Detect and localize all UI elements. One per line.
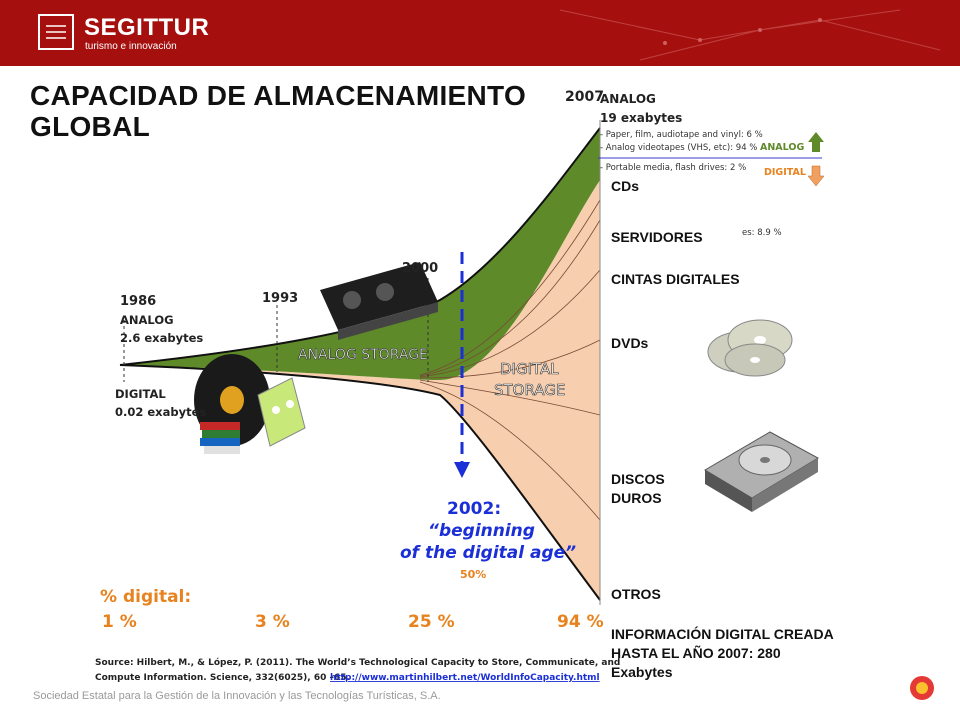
milestone-year: 2002:: [447, 499, 502, 519]
label-otros: OTROS: [611, 586, 661, 602]
analog-tag: ANALOG: [760, 142, 805, 153]
source-line-1: Source: Hilbert, M., & López, P. (2011). The World’s Technological Capacity to Store, Communicate, and: [95, 658, 621, 668]
pct-1986: 1 %: [102, 612, 137, 632]
digital-storage-label-2: STORAGE: [494, 381, 566, 399]
pct-1993: 3 %: [255, 612, 290, 632]
info-total: INFORMACIÓN DIGITAL CREADA HASTA EL AÑO 2007: 280 Exabytes: [611, 626, 834, 680]
analog-1986-value: 2.6 exabytes: [120, 331, 204, 345]
pct-2007: 94 %: [557, 612, 604, 632]
analog-2007-label: ANALOG: [600, 92, 656, 106]
digital-tag: DIGITAL: [764, 167, 806, 178]
analog-bullet-2: - Analog videotapes (VHS, etc): 94 %: [600, 143, 758, 153]
source-link[interactable]: http://www.martinhilbert.net/WorldInfoCapacity.html: [330, 673, 600, 683]
year-2007-label: 2007: [565, 89, 604, 105]
analog-bullet-3: - Portable media, flash drives: 2 %: [600, 163, 747, 173]
digital-age-arrowhead: [454, 462, 470, 478]
source-line-2: Compute Information. Science, 332(6025), 60 –65.: [95, 673, 350, 683]
analog-1986-label: ANALOG: [120, 313, 174, 327]
page-title: CAPACIDAD DE ALMACENAMIENTO GLOBAL: [30, 80, 527, 142]
analog-up-arrow-icon: [808, 132, 824, 152]
hard-disk-image: [705, 432, 818, 512]
digital-1986-value: 0.02 exabytes: [115, 405, 207, 419]
digital-1986-label: DIGITAL: [115, 387, 166, 401]
label-cintas-digitales: CINTAS DIGITALES: [611, 271, 740, 287]
brand-tagline: turismo e innovación: [85, 41, 177, 52]
footer-company: Sociedad Estatal para la Gestión de la Innovación y las Tecnologías Turísticas, S.A.: [33, 690, 441, 702]
corner-emblem-icon: [910, 676, 934, 700]
year-1993-label: 1993: [262, 291, 299, 306]
brand-name: SEGITTUR: [84, 14, 210, 41]
digital-down-arrow-icon: [808, 166, 824, 186]
pct-digital-title: % digital:: [100, 587, 192, 607]
label-cds: CDs: [611, 178, 640, 194]
analog-bullet-1: - Paper, film, audiotape and vinyl: 6 %: [600, 130, 763, 140]
analog-2007-value: 19 exabytes: [600, 111, 683, 125]
year-1986-label: 1986: [120, 294, 157, 309]
pct-2000: 25 %: [408, 612, 455, 632]
milestone-line-3: of the digital age”: [400, 543, 577, 563]
analog-storage-label: ANALOG STORAGE: [298, 347, 428, 363]
dvd-discs-image: [708, 320, 792, 376]
digital-storage-label-1: DIGITAL: [500, 360, 559, 378]
label-dvds: DVDs: [611, 335, 649, 351]
label-servidores: SERVIDORES: [611, 229, 703, 245]
books-image: [200, 422, 240, 454]
year-2000-label: 2000: [402, 261, 439, 276]
partial-percentage: es: 8.9 %: [742, 228, 782, 238]
milestone-percent: 50%: [460, 568, 487, 581]
milestone-line-2: “beginning: [428, 521, 535, 541]
label-discos-duros: DISCOS DUROS: [611, 471, 665, 506]
